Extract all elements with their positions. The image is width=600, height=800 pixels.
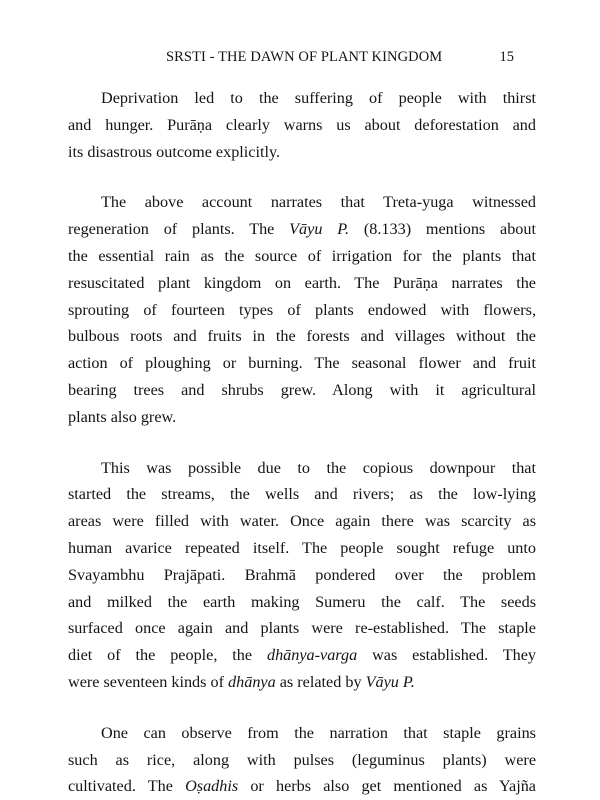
text-line: areas were filled with water. Once again there was scarcity as <box>68 512 536 531</box>
running-title: SRSTI - THE DAWN OF PLANT KINGDOM <box>166 49 443 65</box>
paragraph-2 <box>68 189 536 430</box>
text-line: resuscitated plant kingdom on earth. The Purāṇa narrates the <box>68 273 536 292</box>
text-line: bearing trees and shrubs grew. Along with it agricultural <box>68 380 536 399</box>
text-line: surfaced once again and plants were re-established. The staple <box>68 619 536 638</box>
paragraph-4 <box>68 720 536 800</box>
running-head <box>68 49 514 71</box>
paragraph-1 <box>68 85 536 165</box>
text-line: started the streams, the wells and rivers; as the low-lying <box>68 485 536 504</box>
text-line: This was possible due to the copious downpour that <box>101 458 536 477</box>
page-number: 15 <box>499 49 514 65</box>
text-line: were seventeen kinds of dhānya as related by Vāyu P. <box>68 672 415 691</box>
text-line: Deprivation led to the suffering of people with thirst <box>101 89 536 107</box>
text-line: the essential rain as the source of irrigation for the plants that <box>68 246 536 265</box>
text-line: regeneration of plants. The Vāyu P. (8.133) mentions about <box>68 220 536 239</box>
text-line: Svayambhu Prajāpati. Brahmā pondered over the problem <box>68 565 536 584</box>
text-line: bulbous roots and fruits in the forests and villages without the <box>68 327 536 346</box>
text-line: diet of the people, the dhānya-varga was established. They <box>68 646 536 665</box>
text-line: human avarice repeated itself. The people sought refuge unto <box>68 538 536 557</box>
text-line: cultivated. The Oṣadhis or herbs also get mentioned as Yajña <box>68 777 536 796</box>
text-line: plants also grew. <box>68 407 177 426</box>
text-line: and hunger. Purāṇa clearly warns us about deforestation and <box>68 115 536 134</box>
text-line: sprouting of fourteen types of plants endowed with flowers, <box>68 300 536 319</box>
text-line: action of ploughing or burning. The seasonal flower and fruit <box>68 354 536 373</box>
paragraph-3 <box>68 455 536 696</box>
text-line: The above account narrates that Treta-yuga witnessed <box>101 193 536 212</box>
text-line: and milked the earth making Sumeru the calf. The seeds <box>68 592 536 611</box>
text-line: such as rice, along with pulses (leguminus plants) were <box>68 750 536 769</box>
text-line: One can observe from the narration that staple grains <box>101 723 536 742</box>
text-line: its disastrous outcome explicitly. <box>68 142 281 161</box>
body-text <box>68 85 536 800</box>
